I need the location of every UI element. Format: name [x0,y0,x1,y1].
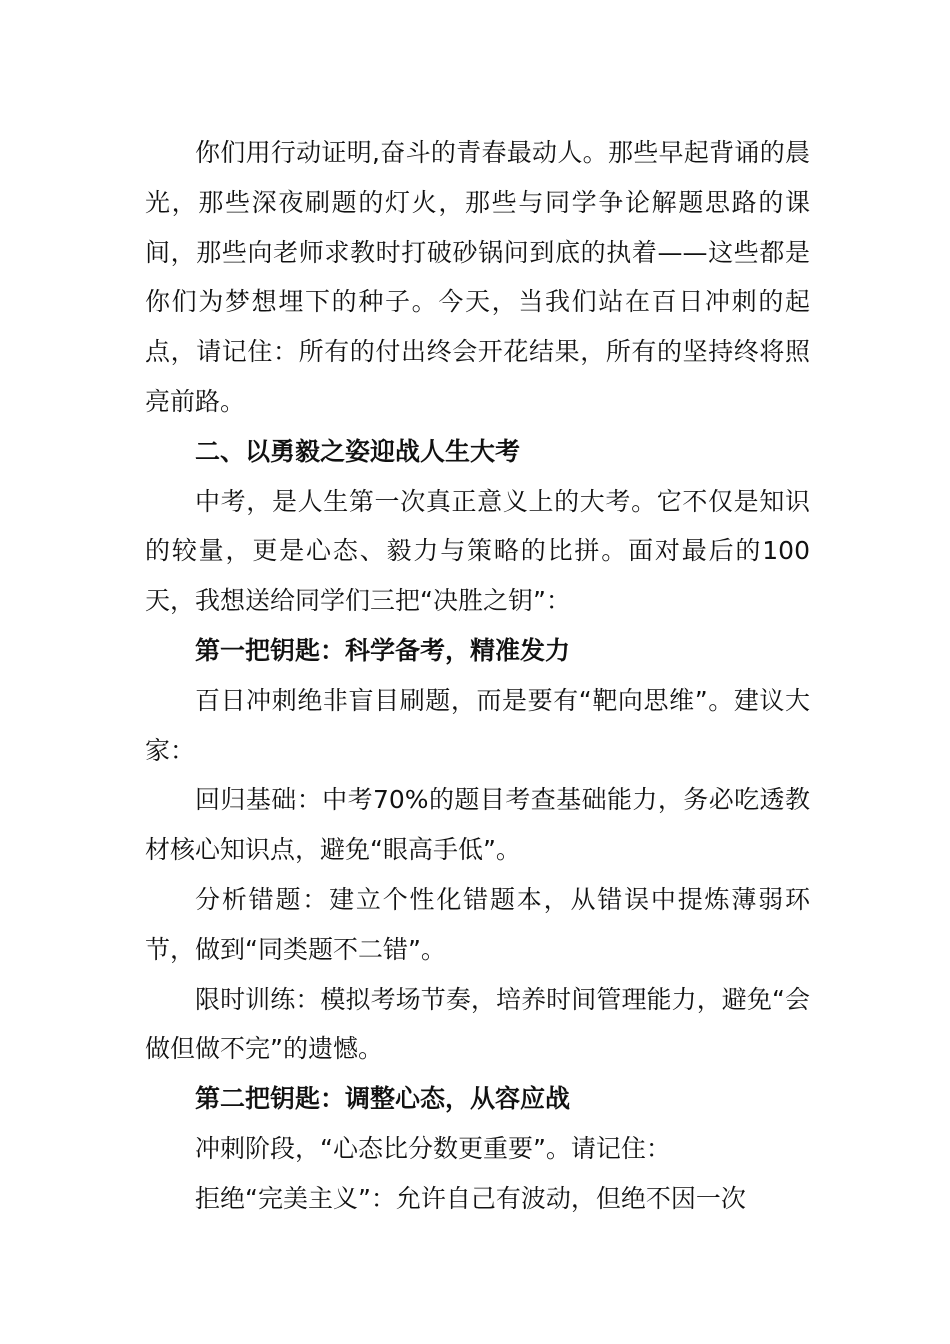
paragraph-return-basics: 回归基础：中考70%的题目考查基础能力，务必吃透教材核心知识点，避免“眼高手低”。 [145,785,810,865]
key-one-heading: 第一把钥匙：科学备考，精准发力 [195,635,571,665]
paragraph-analyze-errors: 分析错题：建立个性化错题本，从错误中提炼薄弱环节，做到“同类题不二错”。 [145,884,810,964]
key-two-heading: 第二把钥匙：调整心态，从容应战 [195,1084,571,1114]
paragraph-struggle: 你们用行动证明,奋斗的青春最动人。那些早起背诵的晨光，那些深夜刷题的灯火，那些与同学争论解题思路的课间，那些向老师求教时打破砂锅问到底的执着——这些都是你们为梦想埋下的种子。今天，当我们站在百日冲刺的起点，请记住：所有的付出终会开花结果，所有的坚持终将照亮前路。 [145,138,810,416]
paragraph-reject-perfectionism: 拒绝“完美主义”：允许自己有波动，但绝不因一次 [195,1183,746,1213]
paragraph-target-thinking: 百日冲刺绝非盲目刷题，而是要有“靶向思维”。建议大家： [145,685,810,765]
document-body [145,128,810,1224]
paragraph-mindset: 冲刺阶段，“心态比分数更重要”。请记住： [195,1133,671,1163]
paragraph-timed-training: 限时训练：模拟考场节奏，培养时间管理能力，避免“会做但做不完”的遗憾。 [145,984,810,1064]
section-heading-two: 二、以勇毅之姿迎战人生大考 [195,436,521,466]
paragraph-exam-intro: 中考，是人生第一次真正意义上的大考。它不仅是知识的较量，更是心态、毅力与策略的比拼。面对最后的100天，我想送给同学们三把“决胜之钥”： [145,486,810,616]
